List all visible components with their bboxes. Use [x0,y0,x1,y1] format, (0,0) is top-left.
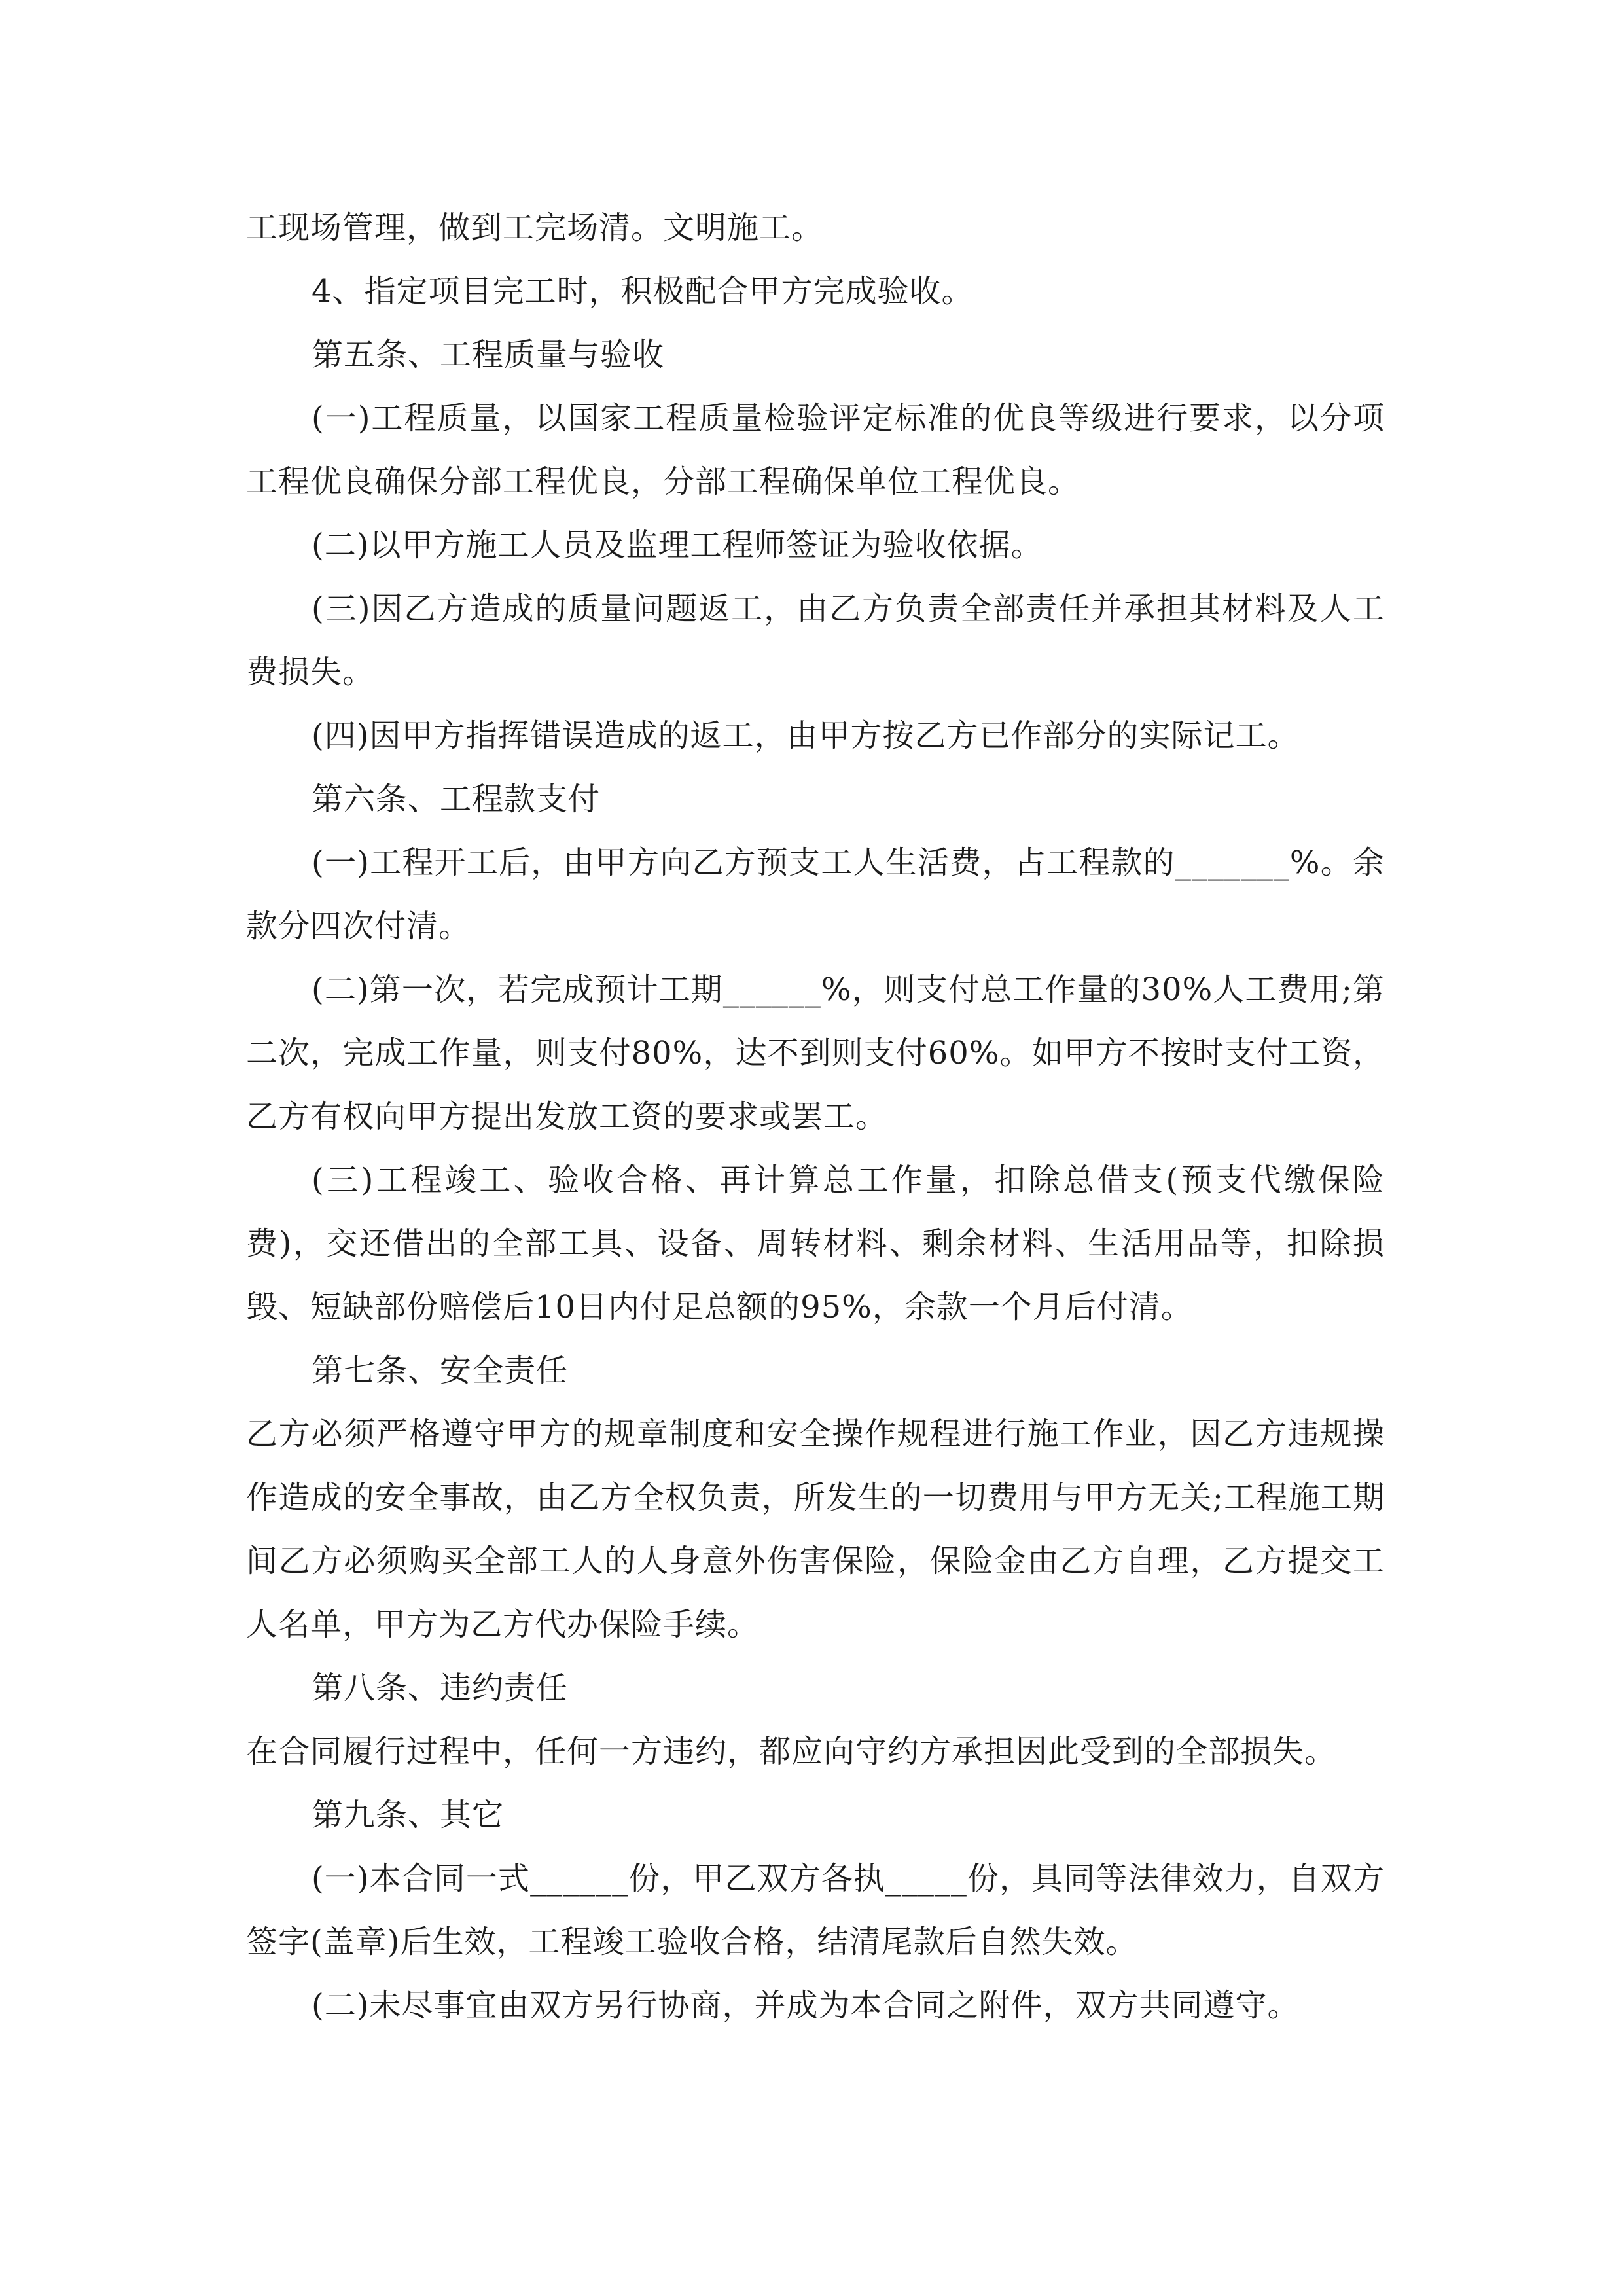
paragraph-article-5-clause-3: (三)因乙方造成的质量问题返工，由乙方负责全部责任并承担其材料及人工费损失。 [246,590,1385,691]
paragraph-article-6-clause-1: (一)工程开工后，由甲方向乙方预支工人生活费，占工程款的_______%。余款分四次付清。 [246,844,1385,944]
paragraph-article-5-clause-2: (二)以甲方施工人员及监理工程师签证为验收依据。 [312,527,1043,564]
heading-article-6: 第六条、工程款支付 [312,781,601,817]
paragraph-article-9-clause-1: (一)本合同一式______份，甲乙双方各执_____份，具同等法律效力，自双方签字(盖章)后生效，工程竣工验收合格，结清尾款后自然失效。 [246,1860,1385,1960]
heading-article-5: 第五条、工程质量与验收 [312,336,665,373]
document-body [246,196,1385,2037]
paragraph-item-4: 4、指定项目完工时，积极配合甲方完成验收。 [312,273,974,310]
heading-article-8: 第八条、违约责任 [312,1670,569,1706]
paragraph-site-management: 工现场管理，做到工完场清。文明施工。 [246,209,824,246]
heading-article-9: 第九条、其它 [312,1797,505,1833]
paragraph-article-6-clause-3: (三)工程竣工、验收合格、再计算总工作量，扣除总借支(预支代缴保险费)，交还借出的全部工具、设备、周转材料、剩余材料、生活用品等，扣除损毁、短缺部份赔偿后10日内付足总额的95%，余款一个月后付清。 [246,1162,1385,1325]
paragraph-article-5-clause-4: (四)因甲方指挥错误造成的返工，由甲方按乙方已作部分的实际记工。 [312,717,1300,754]
paragraph-article-9-clause-2: (二)未尽事宜由双方另行协商，并成为本合同之附件，双方共同遵守。 [312,1987,1300,2024]
paragraph-article-7-body: 乙方必须严格遵守甲方的规章制度和安全操作规程进行施工作业，因乙方违规操作造成的安全事故，由乙方全权负责，所发生的一切费用与甲方无关;工程施工期间乙方必须购买全部工人的人身意外伤害保险，保险金由乙方自理，乙方提交工人名单，甲方为乙方代办保险手续。 [246,1416,1385,1643]
heading-article-7: 第七条、安全责任 [312,1352,569,1389]
paragraph-article-6-clause-2: (二)第一次，若完成预计工期______%，则支付总工作量的30%人工费用;第二次，完成工作量，则支付80%，达不到则支付60%。如甲方不按时支付工资，乙方有权向甲方提出发放工资的要求或罢工。 [246,971,1385,1135]
paragraph-article-8-body: 在合同履行过程中，任何一方违约，都应向守约方承担因此受到的全部损失。 [246,1733,1337,1770]
paragraph-article-5-clause-1: (一)工程质量，以国家工程质量检验评定标准的优良等级进行要求，以分项工程优良确保分部工程优良，分部工程确保单位工程优良。 [246,400,1385,500]
